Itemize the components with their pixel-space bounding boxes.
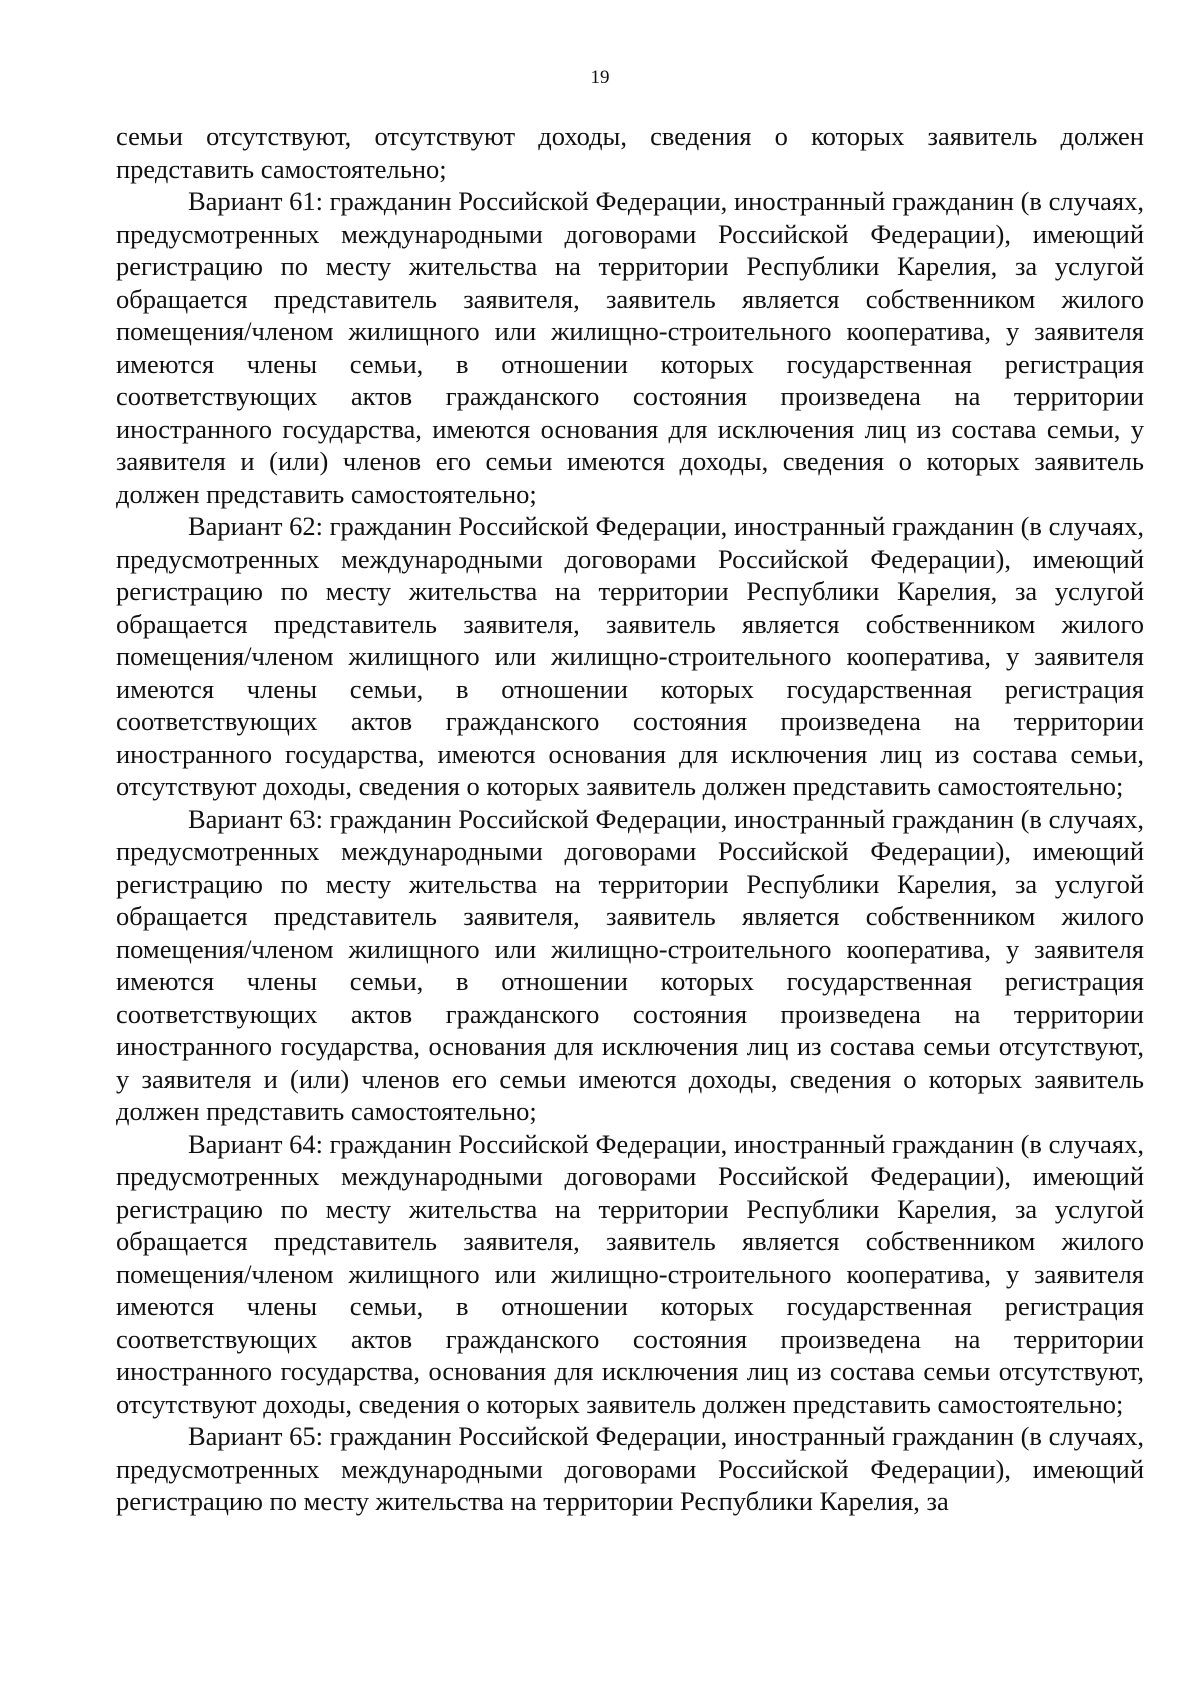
paragraph-variant-62: Вариант 62: гражданин Российской Федерации, иностранный гражданин (в случаях, предусмотренных международными договорами Российской Федерации), имеющий регистрацию по месту жительства на территории Республики Карелия, за услугой обращается представитель заявителя, заявитель является собственником жилого помещения/членом жилищного или жилищно-строительного кооператива, у заявителя имеются члены семьи, в отношении которых государственная регистрация соответствующих актов гражданского состояния произведена на территории иностранного государства, имеются основания для исключения лиц из состава семьи, отсутствуют доходы, сведения о которых заявитель должен представить самостоятельно; <box>116 511 1144 801</box>
paragraph-continuation: семьи отсутствуют, отсутствуют доходы, сведения о которых заявитель должен представить самостоятельно; <box>116 121 1144 184</box>
page-number: 19 <box>590 67 610 88</box>
paragraph-variant-65: Вариант 65: гражданин Российской Федерации, иностранный гражданин (в случаях, предусмотренных международными договорами Российской Федерации), имеющий регистрацию по месту жительства на территории Республики Карелия, за <box>116 1421 1144 1516</box>
paragraph-variant-63: Вариант 63: гражданин Российской Федерации, иностранный гражданин (в случаях, предусмотренных международными договорами Российской Федерации), имеющий регистрацию по месту жительства на территории Республики Карелия, за услугой обращается представитель заявителя, заявитель является собственником жилого помещения/членом жилищного или жилищно-строительного кооператива, у заявителя имеются члены семьи, в отношении которых государственная регистрация соответствующих актов гражданского состояния произведена на территории иностранного государства, основания для исключения лиц из состава семьи отсутствуют, у заявителя и (или) членов его семьи имеются доходы, сведения о которых заявитель должен представить самостоятельно; <box>116 803 1144 1126</box>
document-body <box>116 120 1144 1518</box>
paragraph-variant-61: Вариант 61: гражданин Российской Федерации, иностранный гражданин (в случаях, предусмотренных международными договорами Российской Федерации), имеющий регистрацию по месту жительства на территории Республики Карелия, за услугой обращается представитель заявителя, заявитель является собственником жилого помещения/членом жилищного или жилищно-строительного кооператива, у заявителя имеются члены семьи, в отношении которых государственная регистрация соответствующих актов гражданского состояния произведена на территории иностранного государства, имеются основания для исключения лиц из состава семьи, у заявителя и (или) членов его семьи имеются доходы, сведения о которых заявитель должен представить самостоятельно; <box>116 186 1144 509</box>
paragraph-variant-64: Вариант 64: гражданин Российской Федерации, иностранный гражданин (в случаях, предусмотренных международными договорами Российской Федерации), имеющий регистрацию по месту жительства на территории Республики Карелия, за услугой обращается представитель заявителя, заявитель является собственником жилого помещения/членом жилищного или жилищно-строительного кооператива, у заявителя имеются члены семьи, в отношении которых государственная регистрация соответствующих актов гражданского состояния произведена на территории иностранного государства, основания для исключения лиц из состава семьи отсутствуют, отсутствуют доходы, сведения о которых заявитель должен представить самостоятельно; <box>116 1128 1144 1419</box>
